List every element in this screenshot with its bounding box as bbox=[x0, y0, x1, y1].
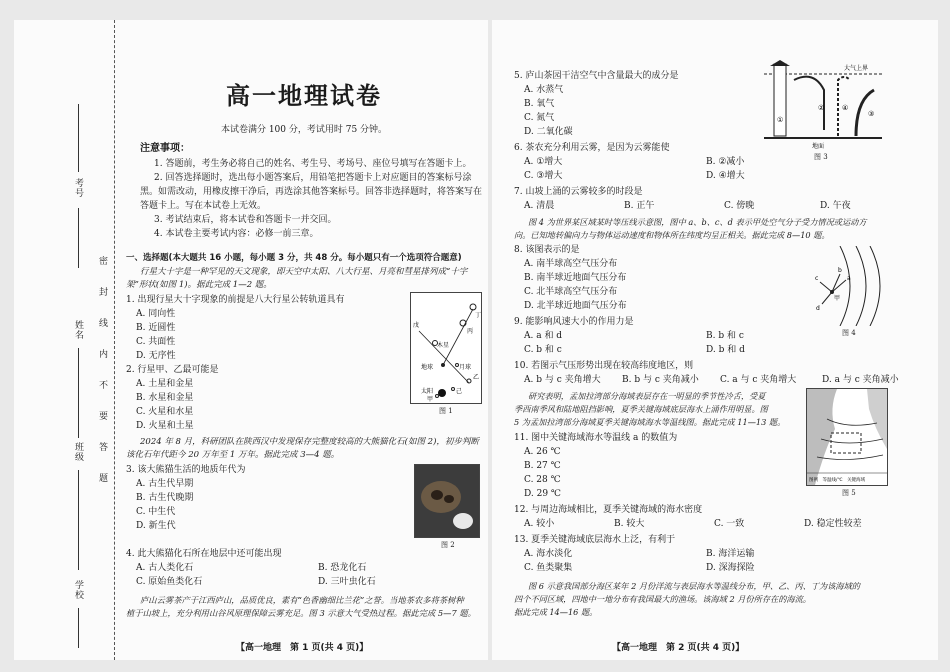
question-1: 1. 出现行星大十字现象的前提是八大行星公转轨道具有 bbox=[126, 295, 345, 305]
q7-option-d[interactable]: D. 午夜 bbox=[820, 201, 851, 211]
q6-option-c[interactable]: C. ③增大 bbox=[524, 171, 563, 181]
question-4: 4. 此大熊猫化石所在地层中还可能出现 bbox=[126, 549, 282, 559]
q12-option-d[interactable]: D. 稳定性较差 bbox=[804, 519, 862, 529]
notice-2b: 黑。如需改动，用橡皮擦干净后，再选涂其他答案标号。回答非选择题时，将答案写在 bbox=[140, 187, 483, 197]
question-6: 6. 茶农充分利用云雾，是因为云雾能使 bbox=[514, 143, 670, 153]
figure-5-caption: 图 5 bbox=[842, 489, 856, 497]
intro-8-10b: 向。已知地转偏向力与物体运动速度和物体所在纬度均呈正相关。据此完成 8—10 题。 bbox=[514, 230, 830, 240]
arrow-4-label: ④ bbox=[842, 104, 849, 112]
page-1-footer: 【高一地理 第 1 页(共 4 页)】 bbox=[236, 643, 369, 653]
figure-4-isobars bbox=[810, 246, 882, 326]
label-ding: 丁 bbox=[475, 312, 481, 319]
q9-option-c[interactable]: C. b 和 c bbox=[524, 345, 562, 355]
q5-option-b[interactable]: B. 氧气 bbox=[524, 99, 555, 109]
arrow-2-label: ② bbox=[818, 104, 825, 112]
q11-option-a[interactable]: A. 26 ℃ bbox=[524, 447, 561, 457]
figure-5-legend: 图例 等温线/℃ 关键海域 bbox=[809, 478, 866, 483]
page-2-footer: 【高一地理 第 2 页(共 4 页)】 bbox=[612, 643, 745, 653]
q10-option-c[interactable]: C. a 与 c 夹角增大 bbox=[720, 375, 797, 385]
exam-no-label: 考号 bbox=[73, 178, 83, 198]
q3-option-c[interactable]: C. 中生代 bbox=[136, 507, 176, 517]
notice-4: 4. 本试卷主要考试内容：必修一前三章。 bbox=[154, 229, 319, 239]
q6-option-a[interactable]: A. ①增大 bbox=[524, 157, 563, 167]
label-moon: 月球 bbox=[459, 364, 472, 371]
q13-option-b[interactable]: B. 海洋运输 bbox=[706, 549, 755, 559]
label-jia: 甲 bbox=[427, 396, 434, 403]
q8-option-c[interactable]: C. 北半球高空气压分布 bbox=[524, 287, 618, 297]
label-bing: 丙 bbox=[467, 328, 474, 335]
planet-jia bbox=[436, 395, 439, 398]
planet-ji bbox=[452, 388, 455, 391]
label-jupiter: 木星 bbox=[437, 342, 450, 349]
q3-option-b[interactable]: B. 古生代晚期 bbox=[136, 493, 194, 503]
label-wu: 戊 bbox=[413, 322, 420, 329]
q11-option-d[interactable]: D. 29 ℃ bbox=[524, 489, 561, 499]
label-ji: 己 bbox=[456, 388, 463, 395]
q11-option-b[interactable]: B. 27 ℃ bbox=[524, 461, 561, 471]
vector-a: a bbox=[847, 275, 851, 282]
label-yi: 乙 bbox=[473, 374, 480, 381]
q5-option-c[interactable]: C. 氮气 bbox=[524, 113, 555, 123]
figure-4-caption: 图 4 bbox=[842, 329, 856, 337]
q6-option-b[interactable]: B. ②减小 bbox=[706, 157, 745, 167]
q9-option-b[interactable]: B. b 和 c bbox=[706, 331, 744, 341]
question-5: 5. 庐山茶园干洁空气中含量最大的成分是 bbox=[514, 71, 679, 81]
page-2 bbox=[492, 20, 938, 660]
q4-option-a[interactable]: A. 古人类化石 bbox=[136, 563, 194, 573]
q9-option-a[interactable]: A. a 和 d bbox=[524, 331, 563, 341]
question-2: 2. 行星甲、乙最可能是 bbox=[126, 365, 219, 375]
figure-5-map bbox=[806, 388, 888, 486]
name-label: 姓名 bbox=[73, 320, 83, 340]
score-line: 本试卷满分 100 分，考试用时 75 分钟。 bbox=[220, 125, 388, 135]
figure-4 bbox=[810, 246, 882, 326]
figure-1-caption: 图 1 bbox=[439, 407, 453, 415]
notice-2: 2. 回答选择题时，选出每小题答案后，用铅笔把答题卡上对应题目的答案标号涂 bbox=[154, 173, 472, 183]
label-earth: 地球 bbox=[421, 364, 434, 371]
vector-d: d bbox=[816, 305, 820, 312]
figure-2-caption: 图 2 bbox=[441, 541, 455, 549]
question-3: 3. 该大熊猫生活的地质年代为 bbox=[126, 465, 246, 475]
earth bbox=[441, 363, 445, 367]
ground-label: 地面 bbox=[812, 143, 825, 150]
arrow-3-label: ③ bbox=[868, 110, 875, 118]
question-9: 9. 能影响风速大小的作用力是 bbox=[514, 317, 634, 327]
question-11: 11. 图中关键海域海水等温线 a 的数值为 bbox=[514, 433, 678, 443]
vector-b: b bbox=[838, 267, 842, 274]
class-line bbox=[78, 470, 79, 570]
exam-no-line-2 bbox=[78, 208, 79, 268]
class-label: 班级 bbox=[73, 442, 83, 462]
question-7: 7. 山坡上涌的云雾较多的时段是 bbox=[514, 187, 643, 197]
label-jia-fig4: 甲 bbox=[834, 295, 841, 302]
q2-option-a[interactable]: A. 土星和金星 bbox=[136, 379, 194, 389]
page-1 bbox=[14, 20, 488, 660]
intro-11-13c: 5 为孟加拉湾部分海域夏季关键海域海水等温线图。据此完成 11—13 题。 bbox=[514, 417, 786, 427]
q3-option-d[interactable]: D. 新生代 bbox=[136, 521, 176, 531]
q8-option-d[interactable]: D. 北半球近地面气压分布 bbox=[524, 301, 627, 311]
intro-1-2b: 架”形状(如图 1)。据此完成 1—2 题。 bbox=[126, 280, 272, 290]
exam-no-line bbox=[78, 104, 79, 172]
q7-option-c[interactable]: C. 傍晚 bbox=[724, 201, 755, 211]
q8-option-b[interactable]: B. 南半球近地面气压分布 bbox=[524, 273, 627, 283]
figure-5-isotherms bbox=[807, 389, 887, 485]
q1-option-c[interactable]: C. 共面性 bbox=[136, 337, 176, 347]
intro-5-7a: 庐山云雾茶产于江西庐山，品质优良，素有“色香幽细比兰花”之誉。当地茶农多将茶树种 bbox=[140, 595, 464, 605]
vector-c: c bbox=[815, 275, 819, 282]
q10-option-d[interactable]: D. a 与 c 夹角减小 bbox=[822, 375, 899, 385]
fossil-skull-image bbox=[415, 465, 479, 537]
arrow-1-label: ① bbox=[777, 116, 784, 124]
q11-option-c[interactable]: C. 28 ℃ bbox=[524, 475, 561, 485]
intro-14-16c: 据此完成 14—16 题。 bbox=[514, 607, 598, 617]
q6-option-d[interactable]: D. ④增大 bbox=[706, 171, 745, 181]
q2-option-b[interactable]: B. 水星和金星 bbox=[136, 393, 194, 403]
q1-option-a[interactable]: A. 同向性 bbox=[136, 309, 176, 319]
name-line bbox=[78, 348, 79, 438]
notice-title: 注意事项： bbox=[140, 143, 190, 154]
notice-3: 3. 考试结束后，将本试卷和答题卡一并交回。 bbox=[154, 215, 337, 225]
question-8: 8. 该图表示的是 bbox=[514, 245, 580, 255]
q1-option-d[interactable]: D. 无序性 bbox=[136, 351, 176, 361]
figure-3 bbox=[764, 60, 882, 150]
intro-3-4b: 该化石年代距今 20 万年至 1 万年。据此完成 3—4 题。 bbox=[126, 450, 340, 460]
question-13: 13. 夏季关键海域底层海水上泛，有利于 bbox=[514, 535, 676, 545]
notice-2c: 答题卡上。写在本试卷上无效。 bbox=[140, 201, 267, 211]
intro-14-16b: 四个不同区域，四地中一地分布有我国最大的渔场。该海域 2 月份所存在的海流。 bbox=[514, 594, 811, 604]
q5-option-d[interactable]: D. 二氧化碳 bbox=[524, 127, 573, 137]
intro-14-16a: 图 6 示意我国部分海区某年 2 月份洋流与表层海水等温线分布，甲、乙、丙、丁为该海域的 bbox=[528, 581, 860, 591]
figure-3-diagram bbox=[764, 60, 882, 150]
label-sun: 太阳 bbox=[421, 388, 434, 395]
q13-option-d[interactable]: D. 深海探险 bbox=[706, 563, 755, 573]
q4-option-b[interactable]: B. 恐龙化石 bbox=[318, 563, 367, 573]
q13-option-a[interactable]: A. 海水淡化 bbox=[524, 549, 573, 559]
q5-option-a[interactable]: A. 水蒸气 bbox=[524, 85, 564, 95]
q12-option-c[interactable]: C. 一致 bbox=[714, 519, 745, 529]
q2-option-c[interactable]: C. 火星和水星 bbox=[136, 407, 194, 417]
intro-5-7b: 植于山坡上，充分利用山谷风原理保障云雾充足。图 3 示意大气受热过程。据此完成 5—7 题。 bbox=[126, 608, 476, 618]
school-label: 学校 bbox=[73, 580, 83, 600]
seal-warning: 密封线内不要答题 bbox=[97, 256, 107, 504]
q7-option-b[interactable]: B. 正午 bbox=[624, 201, 655, 211]
figure-1-diagram bbox=[411, 293, 481, 403]
q12-option-a[interactable]: A. 较小 bbox=[524, 519, 555, 529]
q1-option-b[interactable]: B. 近圆性 bbox=[136, 323, 176, 333]
q8-option-a[interactable]: A. 南半球高空气压分布 bbox=[524, 259, 618, 269]
school-line bbox=[78, 608, 79, 648]
q7-option-a[interactable]: A. 清晨 bbox=[524, 201, 555, 211]
q12-option-b[interactable]: B. 较大 bbox=[614, 519, 645, 529]
notice-1: 1. 答题前，考生务必将自己的姓名、考生号、考场号、座位号填写在答题卡上。 bbox=[154, 159, 472, 169]
question-12: 12. 与周边海域相比，夏季关键海域的海水密度 bbox=[514, 505, 703, 515]
binding-gutter bbox=[14, 20, 115, 660]
q3-option-a[interactable]: A. 古生代早期 bbox=[136, 479, 194, 489]
page-title: 高一地理试卷 bbox=[226, 82, 382, 110]
q10-option-a[interactable]: A. b 与 c 夹角增大 bbox=[524, 375, 601, 385]
atmosphere-top-label: 大气上界 bbox=[844, 65, 869, 72]
q4-option-d[interactable]: D. 三叶虫化石 bbox=[318, 577, 376, 587]
intro-8-10a: 图 4 为世界某区域某时等压线示意图，图中 a、b、c、d 表示甲处空气分子受力情况或运动方 bbox=[528, 217, 867, 227]
section-1-heading: 一、选择题(本大题共 16 小题，每小题 3 分，共 48 分。每小题只有一个选项符合题意) bbox=[126, 253, 462, 263]
q4-option-c[interactable]: C. 原始鱼类化石 bbox=[136, 577, 203, 587]
question-10: 10. 若图示气压形势出现在较高纬度地区，则 bbox=[514, 361, 694, 371]
figure-1 bbox=[410, 292, 482, 404]
intro-3-4a: 2024 年 8 月，科研团队在陕西汉中发现保存完整度较高的大熊猫化石(如图 2)，初步判断 bbox=[140, 437, 479, 447]
intro-11-13a: 研究表明，孟加拉湾部分海域表层存在一明显的季节性冷舌，受夏 bbox=[528, 391, 766, 401]
intro-11-13b: 季西南季风和陆地阻挡影响，夏季关键海域底层海水上涌作用明显。图 bbox=[514, 404, 768, 414]
figure-3-caption: 图 3 bbox=[814, 153, 828, 161]
figure-2-photo bbox=[414, 464, 480, 538]
q13-option-c[interactable]: C. 鱼类聚集 bbox=[524, 563, 573, 573]
intro-1-2a: 行星大十字是一种罕见的天文现象，即天空中太阳、八大行星、月亮和彗星排列成“十字 bbox=[140, 267, 468, 277]
q9-option-d[interactable]: D. b 和 d bbox=[706, 345, 745, 355]
q10-option-b[interactable]: B. b 与 c 夹角减小 bbox=[622, 375, 699, 385]
q2-option-d[interactable]: D. 火星和土星 bbox=[136, 421, 194, 431]
sun bbox=[438, 389, 446, 397]
